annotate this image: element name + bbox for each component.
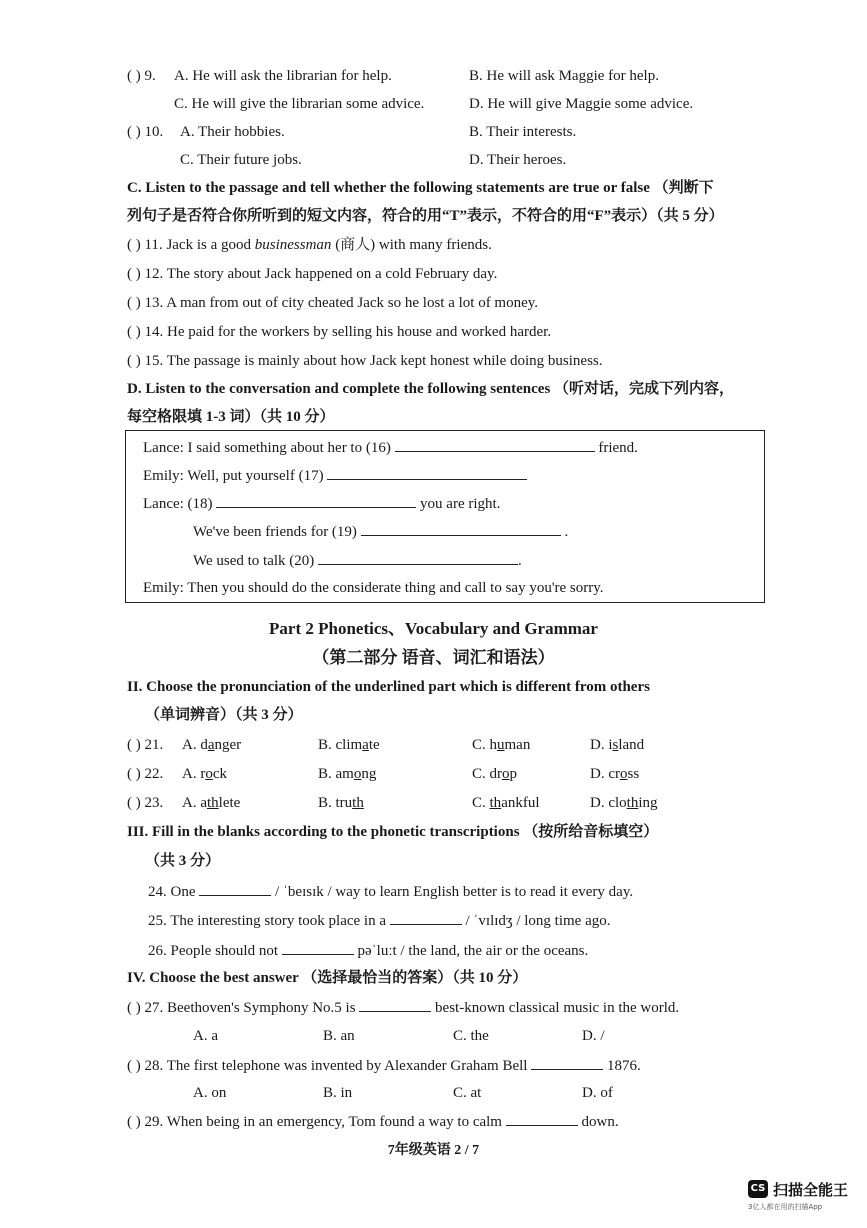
section-iv-heading: IV. Choose the best answer （选择最恰当的答案）（共 10 分） <box>127 970 528 986</box>
q9-number: ( ) 9. <box>127 68 156 84</box>
tf-text-end: (商人) with many friends. <box>331 237 492 253</box>
tf-number: ( ) 13. <box>127 295 164 311</box>
q9-option-d: D. He will give Maggie some advice. <box>469 96 694 112</box>
dialog-line-closing: Emily: Then you should do the considerate thing and call to say you're sorry. <box>143 580 604 596</box>
pron-option-c: C. thankful <box>472 795 540 811</box>
pron-option-b: B. climate <box>318 737 380 753</box>
dialog-text: friend. <box>598 440 638 456</box>
tf-text: A man from out of city cheated Jack so he lost a lot of money. <box>166 295 539 311</box>
section-iii-heading: III. Fill in the blanks according to the phonetic transcriptions （按所给音标填空） <box>127 824 659 840</box>
dialog-text: Lance: I said something about her to (16) <box>143 440 391 456</box>
mc-option-a: A. a <box>193 1028 218 1044</box>
pron-number: ( ) 23. <box>127 795 164 811</box>
pron-option-b: B. among <box>318 766 377 782</box>
pron-number: ( ) 21. <box>127 737 164 753</box>
tf-emphasis: businessman <box>254 237 332 253</box>
tf-item <box>127 351 603 371</box>
page-footer: 7年级英语 2 / 7 <box>387 1143 480 1158</box>
pron-option-d: D. clothing <box>590 795 658 811</box>
answer-blank-25[interactable] <box>390 910 462 925</box>
pron-option-c: C. human <box>472 737 531 753</box>
tf-item <box>127 293 538 313</box>
dialog-text: We've been friends for (19) <box>193 524 357 540</box>
dialog-text: Lance: (18) <box>143 496 213 512</box>
tf-item <box>127 264 497 284</box>
pron-row-23 <box>127 793 163 813</box>
mc-option-d: D. of <box>582 1085 613 1101</box>
answer-blank-24[interactable] <box>199 881 271 896</box>
dialog-line-16 <box>143 437 638 458</box>
section-ii-heading-cont: （单词辨音）（共 3 分） <box>145 707 303 723</box>
pron-option-a: A. athlete <box>182 795 241 811</box>
mc-option-b: B. in <box>323 1085 353 1101</box>
dialog-text: . <box>564 524 569 540</box>
answer-blank-16[interactable] <box>395 437 595 452</box>
tf-text: He paid for the workers by selling his house and worked harder. <box>167 324 552 340</box>
tf-item <box>127 322 551 342</box>
mc-option-a: A. on <box>193 1085 227 1101</box>
section-c-heading: C. Listen to the passage and tell whether the following statements are true or false （判断下 <box>127 180 714 196</box>
tf-number: ( ) 15. <box>127 353 164 369</box>
fill-item-26: 26. People should not pəˈluːt / the land, the air or the oceans. <box>148 940 588 961</box>
pron-row-21 <box>127 735 163 755</box>
mc-item-27: ( ) 27. Beethoven's Symphony No.5 is best-known classical music in the world. <box>127 997 679 1018</box>
section-d-heading: D. Listen to the conversation and complete the following sentences （听对话，完成下列内容， <box>127 381 735 397</box>
pron-option-a: A. danger <box>182 737 242 753</box>
mc-item-28: ( ) 28. The first telephone was invented by Alexander Graham Bell 1876. <box>127 1055 641 1076</box>
part2-subtitle: （第二部分 语音、词汇和语法） <box>312 648 555 667</box>
mc-option-c: C. the <box>453 1028 489 1044</box>
tf-item <box>127 235 492 255</box>
pron-row-22 <box>127 764 163 784</box>
camscanner-logo-icon: CS <box>748 1180 768 1198</box>
pron-option-b: B. truth <box>318 795 364 811</box>
q9-option-a: A. He will ask the librarian for help. <box>174 68 392 84</box>
answer-blank-27[interactable] <box>359 997 431 1012</box>
mc-option-d: D. / <box>582 1028 605 1044</box>
section-ii-heading: II. Choose the pronunciation of the underlined part which is different from others <box>127 679 650 695</box>
section-iii-heading-cont: （共 3 分） <box>145 853 221 869</box>
dialog-text: . <box>518 553 522 569</box>
dialog-text: you are right. <box>420 496 501 512</box>
dialog-text: Emily: Well, put yourself (17) <box>143 468 324 484</box>
pron-option-a: A. rock <box>182 766 227 782</box>
answer-blank-20[interactable] <box>318 550 518 565</box>
answer-blank-19[interactable] <box>361 521 561 536</box>
pron-option-d: D. island <box>590 737 645 753</box>
fill-item-25: 25. The interesting story took place in a / ˈvɪlɪdʒ / long time ago. <box>148 910 611 931</box>
q10-option-d: D. Their heroes. <box>469 152 567 168</box>
mc-item-29: ( ) 29. When being in an emergency, Tom found a way to calm down. <box>127 1111 619 1132</box>
part2-title: Part 2 Phonetics、Vocabulary and Grammar <box>269 619 598 638</box>
tf-text: Jack is a good <box>166 237 255 253</box>
dialog-line-20 <box>193 550 522 571</box>
mc-option-c: C. at <box>453 1085 482 1101</box>
mc-option-b: B. an <box>323 1028 355 1044</box>
q9-option-b: B. He will ask Maggie for help. <box>469 68 659 84</box>
tf-text: The passage is mainly about how Jack kept honest while doing business. <box>166 353 603 369</box>
tf-text: The story about Jack happened on a cold February day. <box>166 266 498 282</box>
tf-number: ( ) 14. <box>127 324 164 340</box>
tf-number: ( ) 11. <box>127 237 163 253</box>
q10-number: ( ) 10. <box>127 124 164 140</box>
answer-blank-26[interactable] <box>282 940 354 955</box>
dialog-line-18 <box>143 493 500 514</box>
watermark-tagline: 3亿人都在用的扫描App <box>748 1203 823 1211</box>
dialog-line-19 <box>193 521 568 542</box>
watermark-name: 扫描全能王 <box>773 1181 849 1199</box>
tf-number: ( ) 12. <box>127 266 164 282</box>
answer-blank-17[interactable] <box>327 465 527 480</box>
pron-option-d: D. cross <box>590 766 640 782</box>
answer-blank-29[interactable] <box>506 1111 578 1126</box>
q10-option-b: B. Their interests. <box>469 124 577 140</box>
answer-blank-28[interactable] <box>531 1055 603 1070</box>
pron-number: ( ) 22. <box>127 766 164 782</box>
dialog-line-17 <box>143 465 527 486</box>
q10-option-c: C. Their future jobs. <box>180 152 302 168</box>
fill-item-24: 24. One / ˈbeɪsɪk / way to learn English better is to read it every day. <box>148 881 633 902</box>
section-d-heading-cont: 每空格限填 1-3 词）（共 10 分） <box>127 409 335 425</box>
q9-option-c: C. He will give the librarian some advice. <box>174 96 425 112</box>
pron-option-c: C. drop <box>472 766 517 782</box>
q10-option-a: A. Their hobbies. <box>180 124 285 140</box>
section-c-heading-cont: 列句子是否符合你所听到的短文内容，符合的用“T”表示，不符合的用“F”表示）（共 5 分） <box>127 208 724 224</box>
answer-blank-18[interactable] <box>216 493 416 508</box>
dialog-text: We used to talk (20) <box>193 553 315 569</box>
